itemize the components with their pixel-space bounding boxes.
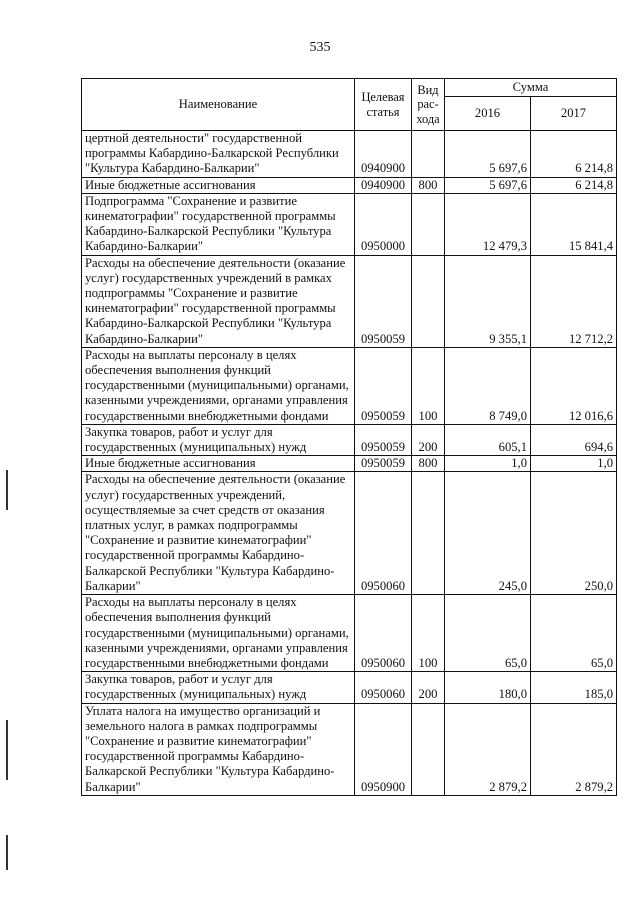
row-code-cell: 0950060 <box>355 595 412 672</box>
row-type-cell: 100 <box>412 595 445 672</box>
row-sum-2017-cell: 6 214,8 <box>531 131 617 178</box>
scan-margin-mark <box>6 720 8 780</box>
row-sum-2016-cell: 1,0 <box>445 456 531 472</box>
row-sum-2016-cell: 5 697,6 <box>445 177 531 193</box>
row-type-cell: 800 <box>412 456 445 472</box>
row-type-cell: 800 <box>412 177 445 193</box>
row-code-cell: 0950059 <box>355 255 412 347</box>
row-name-cell: Расходы на выплаты персоналу в целях обеспечения выполнения функций государственными (муниципальными) органами, казенными учреждениями, органами управления государственными внебюджетными фондами <box>82 595 355 672</box>
row-sum-2017-cell: 1,0 <box>531 456 617 472</box>
table-row <box>82 177 617 193</box>
row-sum-2016-cell: 180,0 <box>445 672 531 703</box>
row-sum-2017-cell: 250,0 <box>531 472 617 595</box>
header-year-2016: 2016 <box>445 97 531 131</box>
row-code-cell: 0950059 <box>355 347 412 424</box>
row-type-cell: 200 <box>412 424 445 455</box>
row-name-cell: Подпрограмма "Сохранение и развитие кинематографии" государственной программы Кабардино-Балкарской Республики "Культура Кабардино-Балкарии" <box>82 193 355 255</box>
row-sum-2017-cell: 185,0 <box>531 672 617 703</box>
row-code-cell: 0950059 <box>355 424 412 455</box>
scan-margin-mark <box>6 470 8 510</box>
row-sum-2017-cell: 6 214,8 <box>531 177 617 193</box>
row-name-cell: Расходы на выплаты персоналу в целях обеспечения выполнения функций государственными (муниципальными) органами, казенными учреждениями, органами управления государственными внебюджетными фондами <box>82 347 355 424</box>
row-type-cell: 200 <box>412 672 445 703</box>
row-sum-2016-cell: 9 355,1 <box>445 255 531 347</box>
row-code-cell: 0950060 <box>355 672 412 703</box>
table-row <box>82 424 617 455</box>
table-row <box>82 193 617 255</box>
row-type-cell <box>412 472 445 595</box>
row-name-cell: Закупка товаров, работ и услуг для государственных (муниципальных) нужд <box>82 424 355 455</box>
table-row <box>82 456 617 472</box>
table-header <box>82 79 617 131</box>
row-code-cell: 0950059 <box>355 456 412 472</box>
row-type-cell: 100 <box>412 347 445 424</box>
row-code-cell: 0940900 <box>355 131 412 178</box>
row-type-cell <box>412 703 445 795</box>
row-sum-2017-cell: 12 016,6 <box>531 347 617 424</box>
row-type-cell <box>412 131 445 178</box>
scan-margin-mark <box>6 835 8 870</box>
table-row <box>82 255 617 347</box>
row-sum-2017-cell: 65,0 <box>531 595 617 672</box>
row-name-cell: Иные бюджетные ассигнования <box>82 456 355 472</box>
table-row <box>82 595 617 672</box>
row-code-cell: 0950000 <box>355 193 412 255</box>
row-sum-2016-cell: 245,0 <box>445 472 531 595</box>
row-type-cell <box>412 255 445 347</box>
header-year-2017: 2017 <box>531 97 617 131</box>
header-sum: Сумма <box>445 79 617 97</box>
row-name-cell: Иные бюджетные ассигнования <box>82 177 355 193</box>
table-row <box>82 672 617 703</box>
row-code-cell: 0950060 <box>355 472 412 595</box>
row-name-cell: Уплата налога на имущество организаций и земельного налога в рамках подпрограммы "Сохранение и развитие кинематографии" государственной программы Кабардино-Балкарской Республики "Культура Кабардино-Балкарии" <box>82 703 355 795</box>
budget-table <box>81 78 617 796</box>
row-sum-2017-cell: 2 879,2 <box>531 703 617 795</box>
row-code-cell: 0950900 <box>355 703 412 795</box>
row-sum-2017-cell: 15 841,4 <box>531 193 617 255</box>
table-row <box>82 347 617 424</box>
row-name-cell: Закупка товаров, работ и услуг для государственных (муниципальных) нужд <box>82 672 355 703</box>
table-body <box>82 131 617 796</box>
row-name-cell: цертной деятельности" государственной программы Кабардино-Балкарской Республики "Культура Кабардино-Балкарии" <box>82 131 355 178</box>
row-code-cell: 0940900 <box>355 177 412 193</box>
table-row <box>82 472 617 595</box>
table-row <box>82 703 617 795</box>
row-sum-2016-cell: 5 697,6 <box>445 131 531 178</box>
row-sum-2017-cell: 12 712,2 <box>531 255 617 347</box>
row-name-cell: Расходы на обеспечение деятельности (оказание услуг) государственных учреждений, осуществляемые за счет средств от оказания платных услуг, в рамках подпрограммы "Сохранение и развитие кинематографии" государственной программы Кабардино-Балкарской Республики "Культура Кабардино-Балкарии" <box>82 472 355 595</box>
row-sum-2016-cell: 12 479,3 <box>445 193 531 255</box>
page-number: 535 <box>309 40 331 55</box>
header-code: Целевая статья <box>355 79 412 131</box>
row-sum-2017-cell: 694,6 <box>531 424 617 455</box>
row-type-cell <box>412 193 445 255</box>
row-sum-2016-cell: 8 749,0 <box>445 347 531 424</box>
header-type: Вид рас-хода <box>412 79 445 131</box>
row-sum-2016-cell: 605,1 <box>445 424 531 455</box>
header-name: Наименование <box>82 79 355 131</box>
row-name-cell: Расходы на обеспечение деятельности (оказание услуг) государственных учреждений в рамках подпрограммы "Сохранение и развитие кинематографии" государственной программы Кабардино-Балкарской Республики "Культура Кабардино-Балкарии" <box>82 255 355 347</box>
row-sum-2016-cell: 2 879,2 <box>445 703 531 795</box>
table-row <box>82 131 617 178</box>
row-sum-2016-cell: 65,0 <box>445 595 531 672</box>
